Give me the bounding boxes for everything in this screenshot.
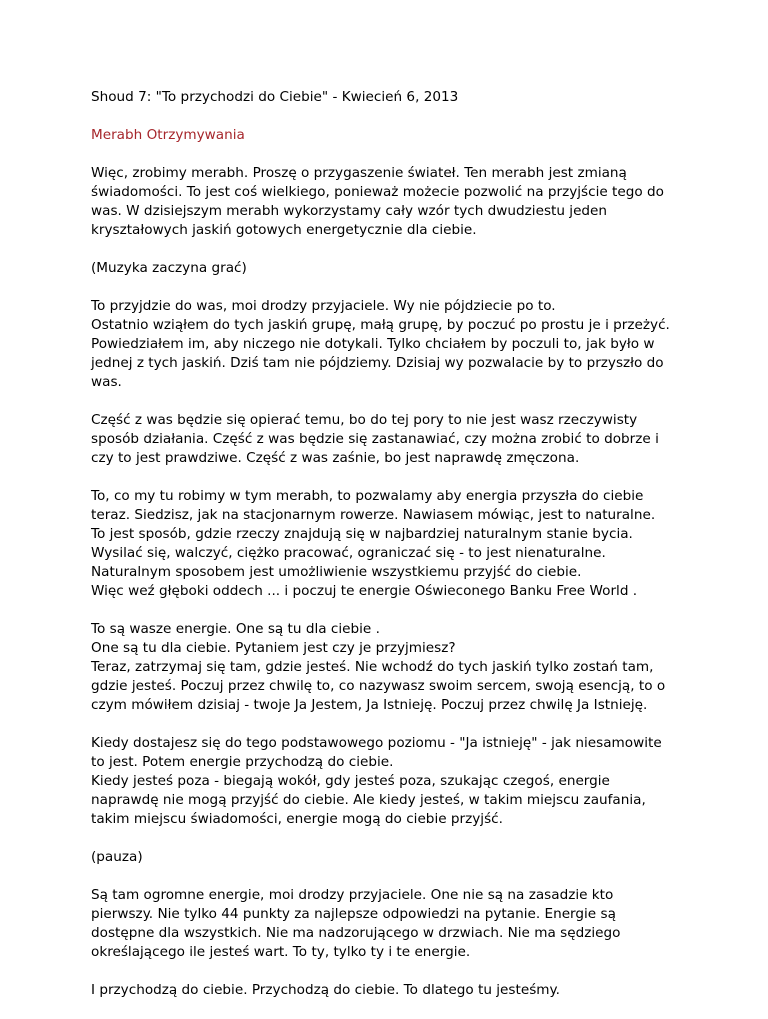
paragraph-line: To, co my tu robimy w tym merabh, to pozwalamy aby energia przyszła do ciebie — [91, 488, 644, 504]
paragraph-line: Kiedy jesteś poza - biegają wokół, gdy jesteś poza, szukając czegoś, energie — [91, 773, 610, 789]
paragraph-line: Ostatnio wziąłem do tych jaskiń grupę, małą grupę, by poczuć po prostu je i przeżyć. — [91, 317, 670, 333]
paragraph-line: Więc, zrobimy merabh. Proszę o przygaszenie świateł. Ten merabh jest zmianą — [91, 165, 627, 181]
body-paragraph — [91, 848, 691, 867]
document-body — [91, 164, 691, 1000]
paragraph-line: Kiedy dostajesz się do tego podstawowego poziomu - "Ja istnieję" - jak niesamowite — [91, 735, 662, 751]
body-paragraph — [91, 164, 691, 240]
paragraph-line: I przychodzą do ciebie. Przychodzą do ciebie. To dlatego tu jesteśmy. — [91, 982, 560, 998]
paragraph-line: kryształowych jaskiń gotowych energetycznie dla ciebie. — [91, 222, 477, 238]
section-heading: Merabh Otrzymywania — [91, 127, 245, 143]
paragraph-line: świadomości. To jest coś wielkiego, ponieważ możecie pozwolić na przyjście tego do — [91, 184, 664, 200]
paragraph-line: takim miejscu świadomości, energie mogą do ciebie przyjść. — [91, 811, 503, 827]
paragraph-line: Są tam ogromne energie, moi drodzy przyjaciele. One nie są na zasadzie kto — [91, 887, 614, 903]
paragraph-line: (Muzyka zaczyna grać) — [91, 260, 247, 276]
paragraph-line: czym mówiłem dzisiaj - twoje Ja Jestem, Ja Istnieję. Poczuj przez chwilę Ja Istnieję. — [91, 697, 648, 713]
body-paragraph — [91, 411, 691, 468]
paragraph-line: Część z was będzie się opierać temu, bo do tej pory to nie jest wasz rzeczywisty — [91, 412, 638, 428]
body-paragraph — [91, 259, 691, 278]
paragraph-line: czy to jest prawdziwe. Część z was zaśnie, bo jest naprawdę zmęczona. — [91, 450, 580, 466]
document-title: Shoud 7: "To przychodzi do Ciebie" - Kwiecień 6, 2013 — [91, 89, 459, 105]
paragraph-line: To jest sposób, gdzie rzeczy znajdują się w najbardziej naturalnym stanie bycia. — [91, 526, 633, 542]
body-paragraph — [91, 297, 691, 392]
paragraph-line: was. W dzisiejszym merabh wykorzystamy cały wzór tych dwudziestu jeden — [91, 203, 608, 219]
body-paragraph — [91, 886, 691, 962]
paragraph-line: dostępne dla wszystkich. Nie ma nadzorującego w drzwiach. Nie ma sędziego — [91, 925, 621, 941]
document-page — [91, 88, 691, 1019]
paragraph-line: Wysilać się, walczyć, ciężko pracować, ograniczać się - to jest nienaturalne. — [91, 545, 606, 561]
paragraph-line: Powiedziałem im, aby niczego nie dotykali. Tylko chciałem by poczuli to, jak było w — [91, 336, 655, 352]
paragraph-line: To są wasze energie. One są tu dla ciebie . — [91, 621, 380, 637]
paragraph-line: jednej z tych jaskiń. Dziś tam nie pójdziemy. Dzisiaj wy pozwalacie by to przyszło do — [91, 355, 664, 371]
body-paragraph — [91, 487, 691, 601]
paragraph-line: Więc weź głęboki oddech ... i poczuj te energie Oświeconego Banku Free World . — [91, 583, 638, 599]
paragraph-line: gdzie jesteś. Poczuj przez chwilę to, co nazywasz swoim sercem, swoją esencją, to o — [91, 678, 666, 694]
body-paragraph — [91, 981, 691, 1000]
paragraph-line: was. — [91, 374, 122, 390]
paragraph-line: One są tu dla ciebie. Pytaniem jest czy je przyjmiesz? — [91, 640, 456, 656]
paragraph-line: pierwszy. Nie tylko 44 punkty za najlepsze odpowiedzi na pytanie. Energie są — [91, 906, 616, 922]
paragraph-line: sposób działania. Część z was będzie się zastanawiać, czy można zrobić to dobrze i — [91, 431, 659, 447]
paragraph-line: To przyjdzie do was, moi drodzy przyjaciele. Wy nie pójdziecie po to. — [91, 298, 556, 314]
paragraph-line: określającego ile jesteś wart. To ty, tylko ty i te energie. — [91, 944, 471, 960]
paragraph-line: Naturalnym sposobem jest umożliwienie wszystkiemu przyjść do ciebie. — [91, 564, 582, 580]
paragraph-line: naprawdę nie mogą przyjść do ciebie. Ale kiedy jesteś, w takim miejscu zaufania, — [91, 792, 646, 808]
body-paragraph — [91, 620, 691, 715]
paragraph-line: teraz. Siedzisz, jak na stacjonarnym rowerze. Nawiasem mówiąc, jest to naturalne. — [91, 507, 656, 523]
paragraph-line: to jest. Potem energie przychodzą do ciebie. — [91, 754, 394, 770]
body-paragraph — [91, 734, 691, 829]
paragraph-line: (pauza) — [91, 849, 143, 865]
paragraph-line: Teraz, zatrzymaj się tam, gdzie jesteś. Nie wchodź do tych jaskiń tylko zostań tam, — [91, 659, 654, 675]
